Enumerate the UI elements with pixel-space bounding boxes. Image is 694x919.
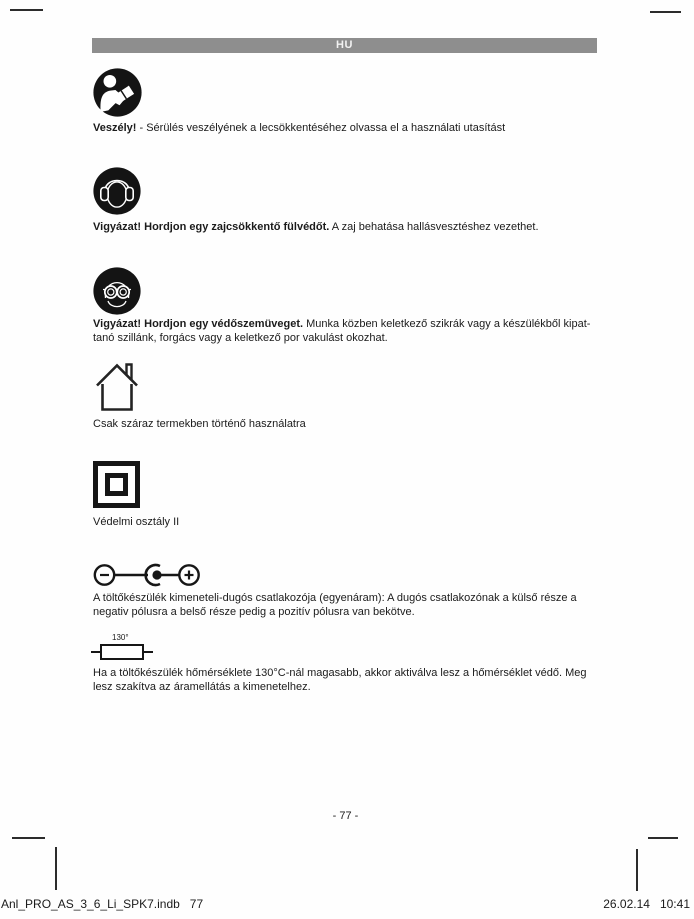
footer-file-info: Anl_PRO_AS_3_6_Li_SPK7.indb 77 [1, 897, 204, 911]
caption-bold: Veszély! [93, 122, 137, 134]
fuse-temperature-label: 130° [112, 633, 129, 642]
eye-protection-icon [93, 267, 141, 320]
dc-polarity-icon [92, 561, 202, 594]
caption-temperature-fuse [93, 667, 603, 694]
caption-text: - Sérülés veszélyének a lecsökkentéséhez olvassa el a használati utasítást [136, 122, 506, 134]
crop-mark-bottom-right-h [648, 837, 678, 839]
read-manual-icon [93, 68, 142, 122]
language-code: HU [336, 39, 353, 51]
safety-caption-ear-protection [93, 221, 603, 235]
caption-bold: Vigyázat! Hordjon egy védőszemüveget. [93, 318, 304, 330]
caption-text: Munka közben keletkező szikrák vagy a készülékből kipat-tanó szillánk, forgács vagy a keletkező por vakulást okozhat. [93, 318, 591, 344]
crop-mark-top-right [650, 11, 681, 13]
footer-datetime: 26.02.14 10:41 [603, 897, 690, 911]
caption-text: A töltőkészülék kimeneteli-dugós csatlakozója (egyenáram): A dugós csatlakozónak a külső része a negativ pólusra a belső része pedig a pozitív pólusra van bekötve. [93, 592, 577, 618]
caption-text: Csak száraz termekben történő használatra [93, 418, 306, 430]
crop-mark-bottom-left-h [12, 837, 45, 839]
crop-mark-top-left [10, 9, 43, 11]
page-number: - 77 - [332, 810, 359, 822]
temperature-fuse-icon [90, 634, 154, 666]
language-header-bar [92, 38, 597, 53]
caption-text: Védelmi osztály II [93, 516, 180, 528]
caption-dry-rooms [93, 418, 603, 432]
caption-text: Ha a töltőkészülék hőmérséklete 130°C-nál magasabb, akkor aktiválva lesz a hőmérséklet védő. Meg lesz szakítva az áramellátás a kimenetelhez. [93, 667, 587, 693]
ear-protection-icon [93, 167, 141, 220]
safety-caption-danger [93, 122, 603, 136]
safety-caption-eye-protection [93, 318, 603, 345]
caption-bold: Vigyázat! Hordjon egy zajcsökkentő fülvédőt. [93, 221, 330, 233]
crop-mark-bottom-left-v [55, 847, 57, 890]
protection-class-2-icon [93, 461, 140, 508]
crop-mark-bottom-right-v [636, 849, 638, 891]
caption-protection-class [93, 516, 603, 530]
caption-text: A zaj behatása hallásvesztéshez vezethet. [329, 221, 539, 233]
caption-polarity [93, 592, 603, 619]
house-icon [94, 362, 140, 417]
